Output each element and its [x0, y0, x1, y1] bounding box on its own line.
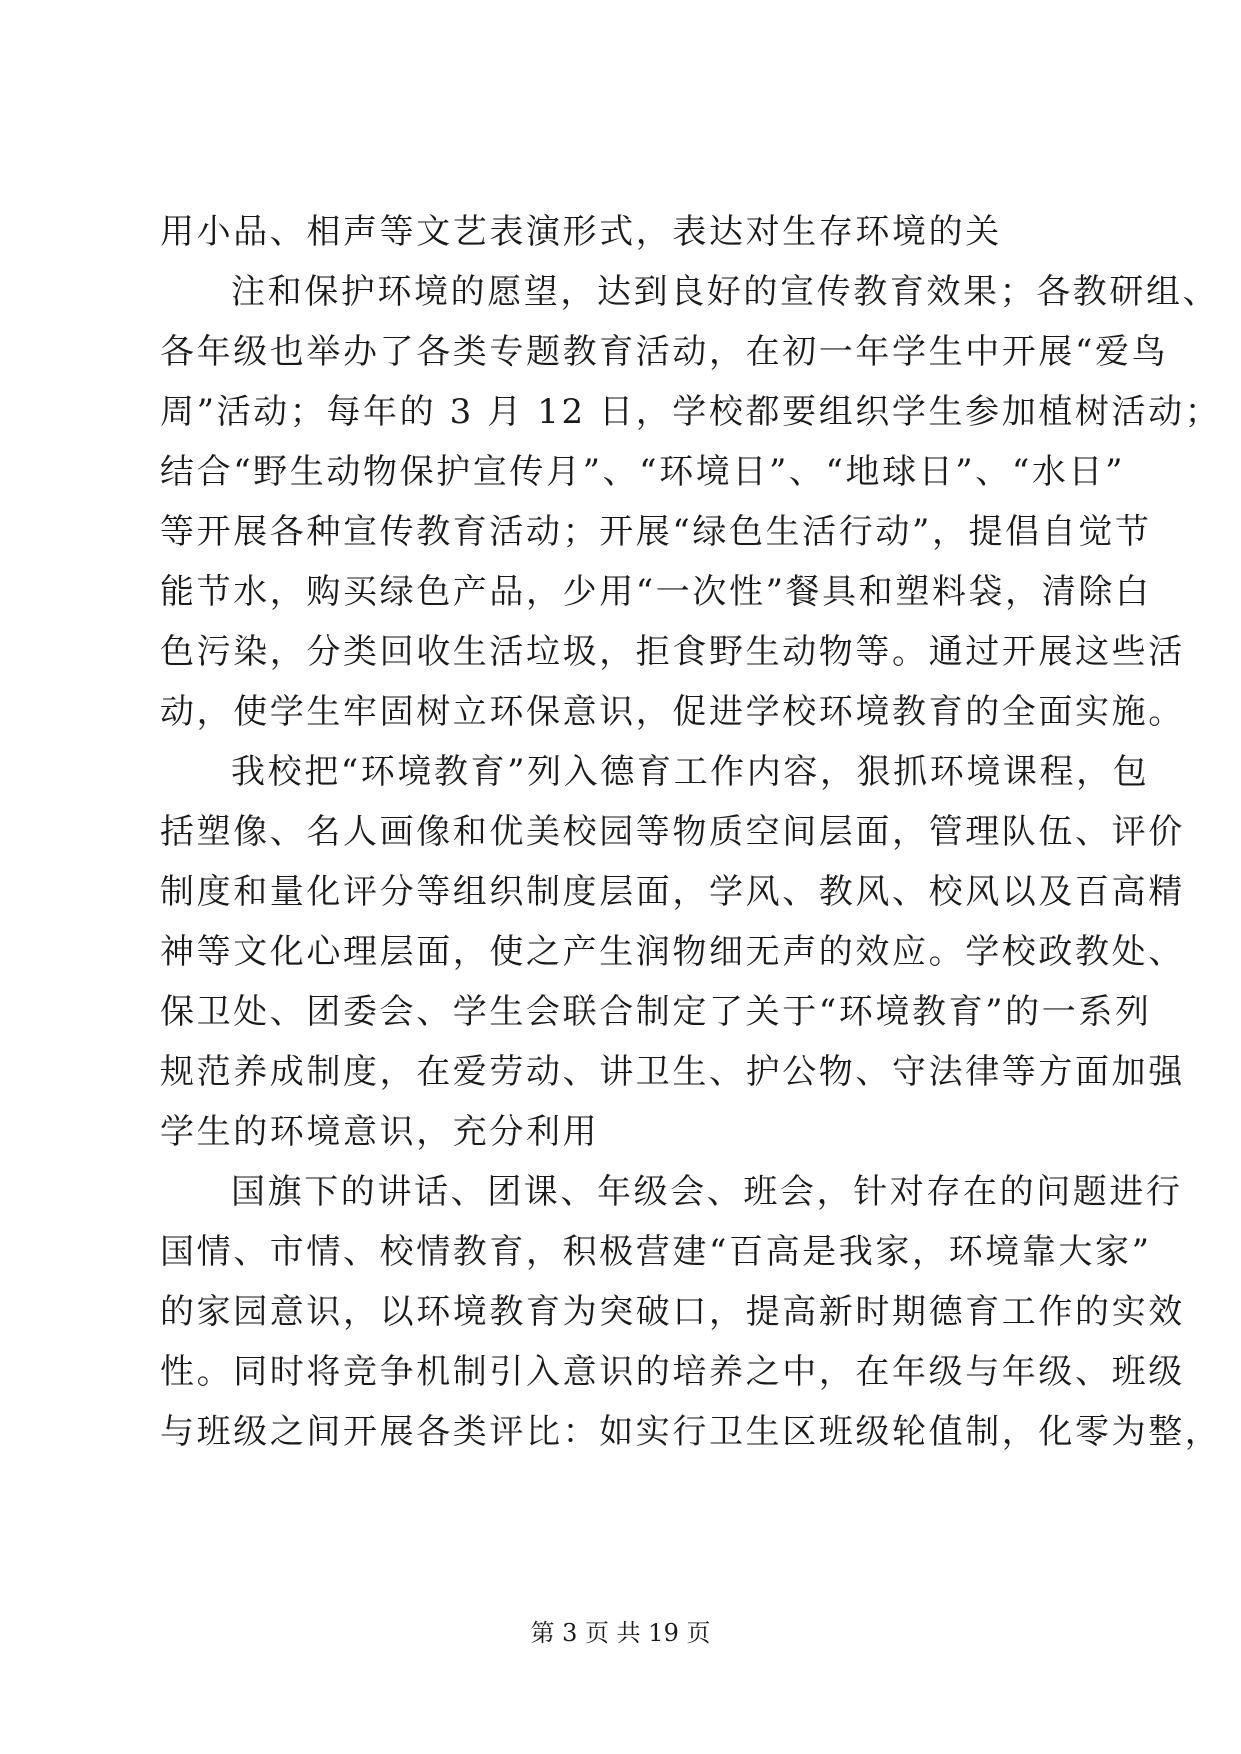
paragraph-start-line: 我校把“环境教育”列入德育工作内容，狠抓环境课程，包: [231, 752, 1150, 792]
text-line: 制度和量化评分等组织制度层面，学风、教风、校风以及百高精: [160, 872, 1185, 912]
text-line: 规范养成制度，在爱劳动、讲卫生、护公物、守法律等方面加强: [160, 1052, 1185, 1092]
page-number-footer: 第 3 页 共 19 页: [530, 1619, 711, 1647]
text-line: 等开展各种宣传教育活动；开展“绿色生活行动”，提倡自觉节: [160, 512, 1152, 552]
text-line: 用小品、相声等文艺表演形式，表达对生存环境的关: [160, 212, 1002, 252]
text-line: 周”活动；每年的 3 月 12 日，学校都要组织学生参加植树活动；: [160, 392, 1222, 432]
text-line: 的家园意识，以环境教育为突破口，提高新时期德育工作的实效: [160, 1292, 1185, 1332]
paragraph-start-line: 国旗下的讲话、团课、年级会、班会，针对存在的问题进行: [231, 1172, 1183, 1212]
text-line: 国情、市情、校情教育，积极营建“百高是我家，环境靠大家”: [160, 1232, 1152, 1272]
text-line: 性。同时将竞争机制引入意识的培养之中，在年级与年级、班级: [160, 1352, 1185, 1392]
text-line: 结合“野生动物保护宣传月”、“环境日”、“地球日”、“水日”: [160, 452, 1126, 492]
text-line: 保卫处、团委会、学生会联合制定了关于“环境教育”的一系列: [160, 992, 1152, 1032]
text-line: 各年级也举办了各类专题教育活动，在初一年学生中开展“爱鸟: [160, 332, 1169, 372]
text-line: 括塑像、名人画像和优美校园等物质空间层面，管理队伍、评价: [160, 812, 1185, 852]
paragraph-start-line: 注和保护环境的愿望，达到良好的宣传教育效果；各教研组、: [231, 272, 1220, 312]
text-line: 与班级之间开展各类评比：如实行卫生区班级轮值制，化零为整，: [160, 1412, 1222, 1452]
text-line: 神等文化心理层面，使之产生润物细无声的效应。学校政教处、: [160, 932, 1185, 972]
text-line: 动，使学生牢固树立环保意识，促进学校环境教育的全面实施。: [160, 692, 1185, 732]
text-line: 能节水，购买绿色产品，少用“一次性”餐具和塑料袋，清除白: [160, 572, 1152, 612]
text-line: 学生的环境意识，充分利用: [160, 1112, 600, 1152]
text-line: 色污染，分类回收生活垃圾，拒食野生动物等。通过开展这些活: [160, 632, 1185, 672]
